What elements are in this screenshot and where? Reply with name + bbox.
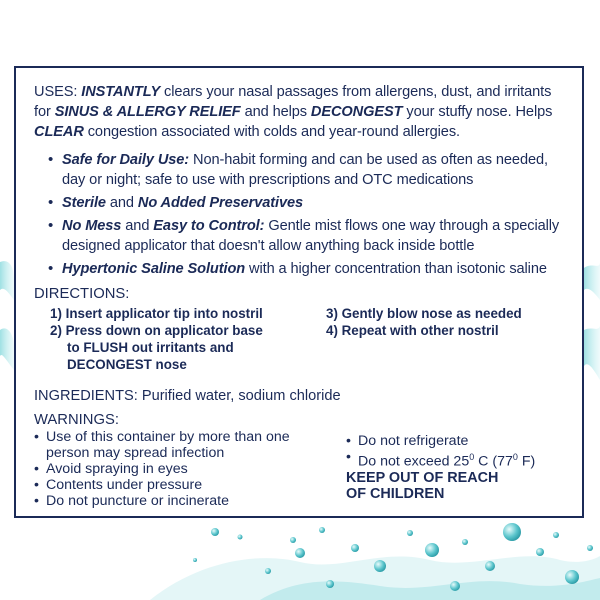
uses-relief: SINUS & ALLERGY RELIEF: [54, 104, 241, 120]
warnings-heading: WARNINGS:: [34, 412, 119, 428]
ingredients-line: [34, 387, 564, 405]
keep-out-of-reach-line2: OF CHILDREN: [346, 485, 445, 502]
benefit-hypertonic: [34, 259, 564, 279]
warnings-section: [34, 429, 564, 509]
direction-step-3: 3) Gently blow nose as needed: [326, 306, 522, 321]
benefit-sterile-and: and: [105, 195, 138, 211]
direction-step-2-line1: 2) Press down on applicator base: [50, 323, 263, 338]
uses-text1: clears your nasal passages from allergens, dust, and irritants for: [34, 84, 552, 120]
direction-step-2-line2: to FLUSH out irritants and: [67, 340, 234, 355]
benefit-hypertonic-title: Hypertonic Saline Solution: [62, 261, 246, 277]
benefit-no-mess-title: No Mess: [62, 218, 122, 234]
benefit-no-mess-and: and: [121, 218, 154, 234]
warning-shared-container-line2: person may spread infection: [46, 445, 225, 461]
keep-out-of-reach-line1: KEEP OUT OF REACH: [346, 469, 499, 486]
warning-shared-container: [34, 429, 334, 461]
benefit-sterile-title: Sterile: [62, 195, 106, 211]
benefit-no-preservatives: No Added Preservatives: [137, 195, 304, 211]
product-info-panel: [14, 66, 584, 518]
uses-paragraph: [34, 82, 564, 142]
uses-decongest: DECONGEST: [310, 104, 403, 120]
warning-temperature-post: F): [517, 453, 536, 470]
warning-temperature-mid: C (77: [474, 453, 513, 470]
warning-shared-container-line1: Use of this container by more than one: [46, 429, 290, 445]
warning-pressure: • Contents under pressure: [34, 477, 334, 493]
uses-text2: and helps: [240, 104, 311, 120]
benefit-no-mess: [34, 216, 564, 256]
ingredients-text: Purified water, sodium chloride: [137, 388, 341, 404]
benefit-safe-daily: [34, 150, 564, 190]
benefits-list: [34, 150, 564, 279]
ingredients-label: INGREDIENTS:: [34, 388, 138, 404]
warning-temperature-pre: Do not exceed 25: [358, 453, 470, 470]
warning-refrigerate: • Do not refrigerate: [346, 433, 535, 449]
direction-step-4: 4) Repeat with other nostril: [326, 323, 499, 338]
direction-step-2-line3: DECONGEST nose: [67, 357, 187, 372]
benefit-easy-control-title: Easy to Control:: [153, 218, 265, 234]
benefit-sterile: [34, 193, 564, 213]
warning-eyes: • Avoid spraying in eyes: [34, 461, 334, 477]
uses-clear: CLEAR: [34, 124, 84, 140]
uses-instantly: INSTANTLY: [81, 84, 161, 100]
directions-heading: DIRECTIONS:: [34, 286, 130, 302]
uses-text4: congestion associated with colds and year-round allergies.: [83, 124, 460, 140]
uses-label: USES:: [34, 84, 78, 100]
direction-step-1: 1) Insert applicator tip into nostril: [50, 306, 263, 321]
warning-temperature: [346, 449, 535, 470]
uses-text3: your stuffy nose. Helps: [402, 104, 553, 120]
benefit-hypertonic-text: with a higher concentration than isotonic saline: [245, 261, 547, 277]
direction-step-2: [50, 322, 314, 373]
warning-puncture: • Do not puncture or incinerate: [34, 493, 334, 509]
benefit-safe-daily-text: Non-habit forming and can be used as often as needed, day or night; safe to use with prescriptions and OTC medications: [62, 152, 548, 188]
degree-mark-f: 0: [512, 452, 518, 462]
degree-mark-c: 0: [469, 452, 475, 462]
benefit-no-mess-text: Gentle mist flows one way through a specially designed applicator that doesn't allow anything back inside bottle: [62, 218, 560, 254]
directions-steps: [34, 305, 564, 373]
benefit-safe-daily-title: Safe for Daily Use:: [62, 152, 190, 168]
